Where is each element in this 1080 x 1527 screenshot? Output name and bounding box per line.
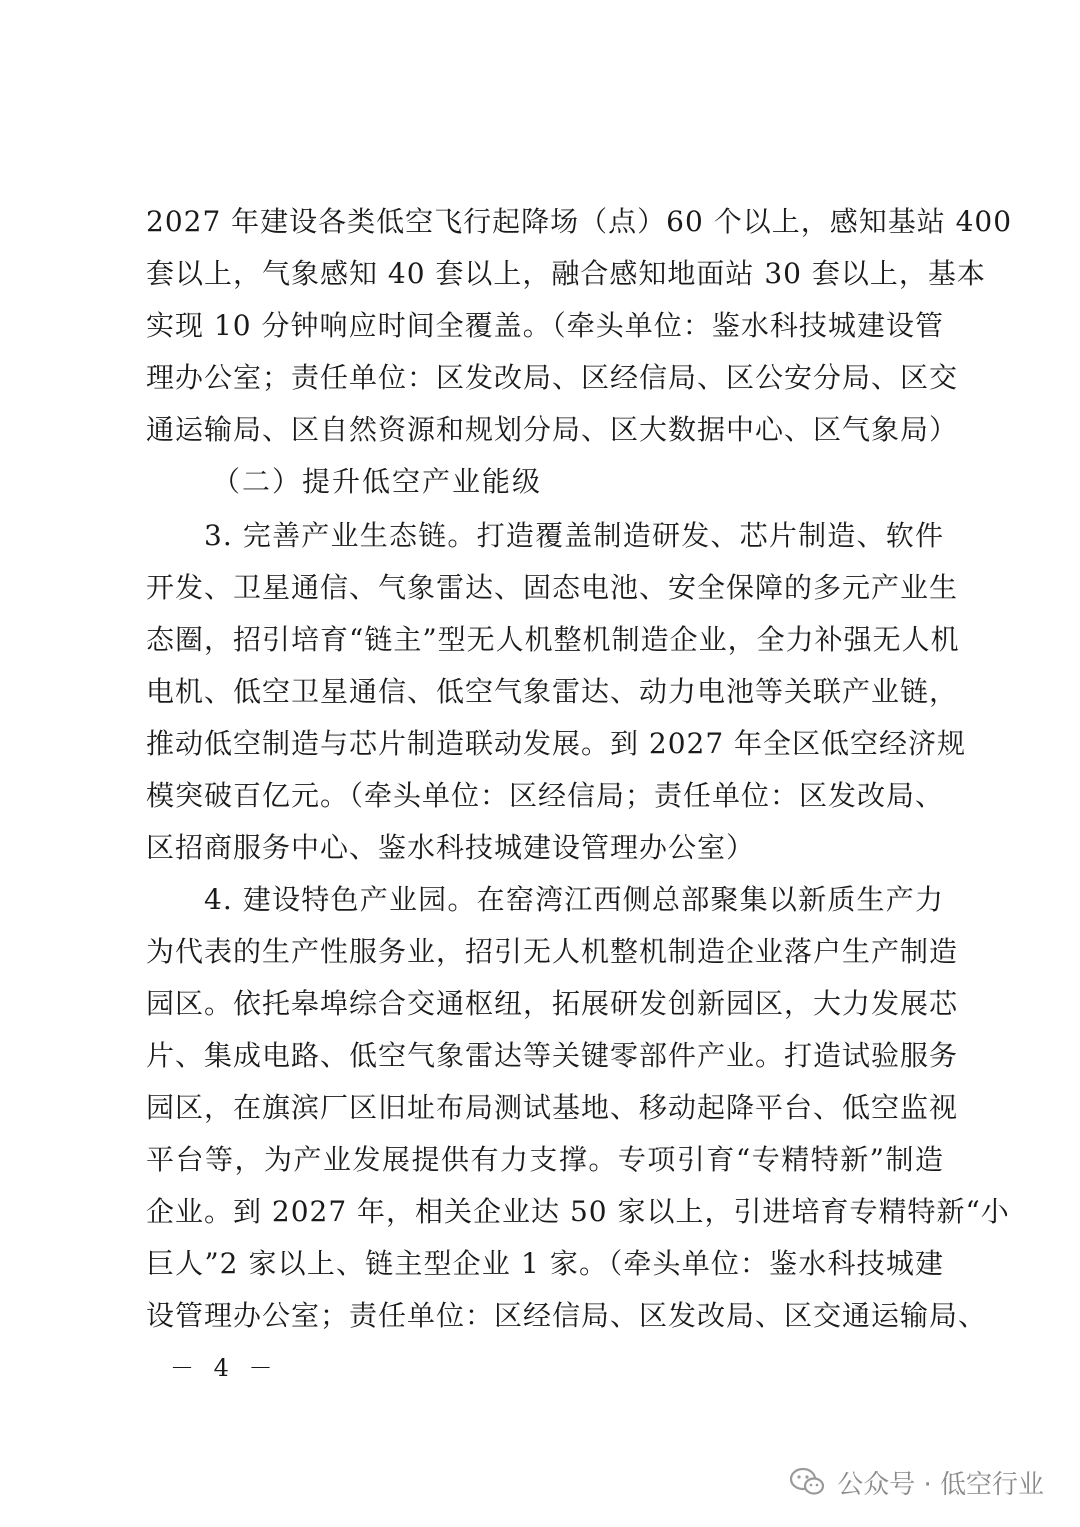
- text-line: 4. 建设特色产业园。在窑湾江西侧总部聚集以新质生产力: [204, 883, 944, 916]
- text-line: 平台等，为产业发展提供有力支撑。专项引育“专精特新”制造: [146, 1143, 944, 1176]
- text-line: 巨人”2 家以上、链主型企业 1 家。（牵头单位：鉴水科技城建: [146, 1247, 944, 1280]
- text-line: 企业。到 2027 年，相关企业达 50 家以上，引进培育专精特新“小: [146, 1195, 1010, 1228]
- text-line: 推动低空制造与芯片制造联动发展。到 2027 年全区低空经济规: [146, 727, 967, 760]
- text-line: 电机、低空卫星通信、低空气象雷达、动力电池等关联产业链，: [146, 675, 959, 708]
- section-heading: （二）提升低空产业能级: [212, 465, 543, 498]
- text-line: 园区，在旗滨厂区旧址布局测试基地、移动起降平台、低空监视: [146, 1091, 959, 1124]
- text-line: 区招商服务中心、鉴水科技城建设管理办公室）: [146, 831, 756, 864]
- text-line: 套以上，气象感知 40 套以上，融合感知地面站 30 套以上，基本: [146, 257, 986, 290]
- text-line: 2027 年建设各类低空飞行起降场（点）60 个以上，感知基站 400: [146, 205, 1013, 238]
- watermark-text: 公众号 · 低空行业: [837, 1469, 1044, 1500]
- text-line: 模突破百亿元。（牵头单位：区经信局；责任单位：区发改局、: [146, 779, 945, 812]
- text-line: 片、集成电路、低空气象雷达等关键零部件产业。打造试验服务: [146, 1039, 959, 1072]
- text-line: 开发、卫星通信、气象雷达、固态电池、安全保障的多元产业生: [146, 571, 959, 604]
- wechat-icon: [789, 1467, 825, 1497]
- text-line: 为代表的生产性服务业，招引无人机整机制造企业落户生产制造: [146, 935, 959, 968]
- watermark: [789, 1462, 1044, 1502]
- text-line: 通运输局、区自然资源和规划分局、区大数据中心、区气象局）: [146, 413, 959, 446]
- text-line: 实现 10 分钟响应时间全覆盖。（牵头单位：鉴水科技城建设管: [146, 309, 944, 342]
- page-number: － 4 －: [170, 1354, 279, 1382]
- text-line: 设管理办公室；责任单位：区经信局、区发改局、区交通运输局、: [146, 1299, 988, 1332]
- text-line: 3. 完善产业生态链。打造覆盖制造研发、芯片制造、软件: [204, 519, 944, 552]
- text-line: 态圈，招引培育“链主”型无人机整机制造企业，全力补强无人机: [146, 623, 960, 656]
- text-line: 理办公室；责任单位：区发改局、区经信局、区公安分局、区交: [146, 361, 959, 394]
- text-line: 园区。依托皋埠综合交通枢纽，拓展研发创新园区，大力发展芯: [146, 987, 959, 1020]
